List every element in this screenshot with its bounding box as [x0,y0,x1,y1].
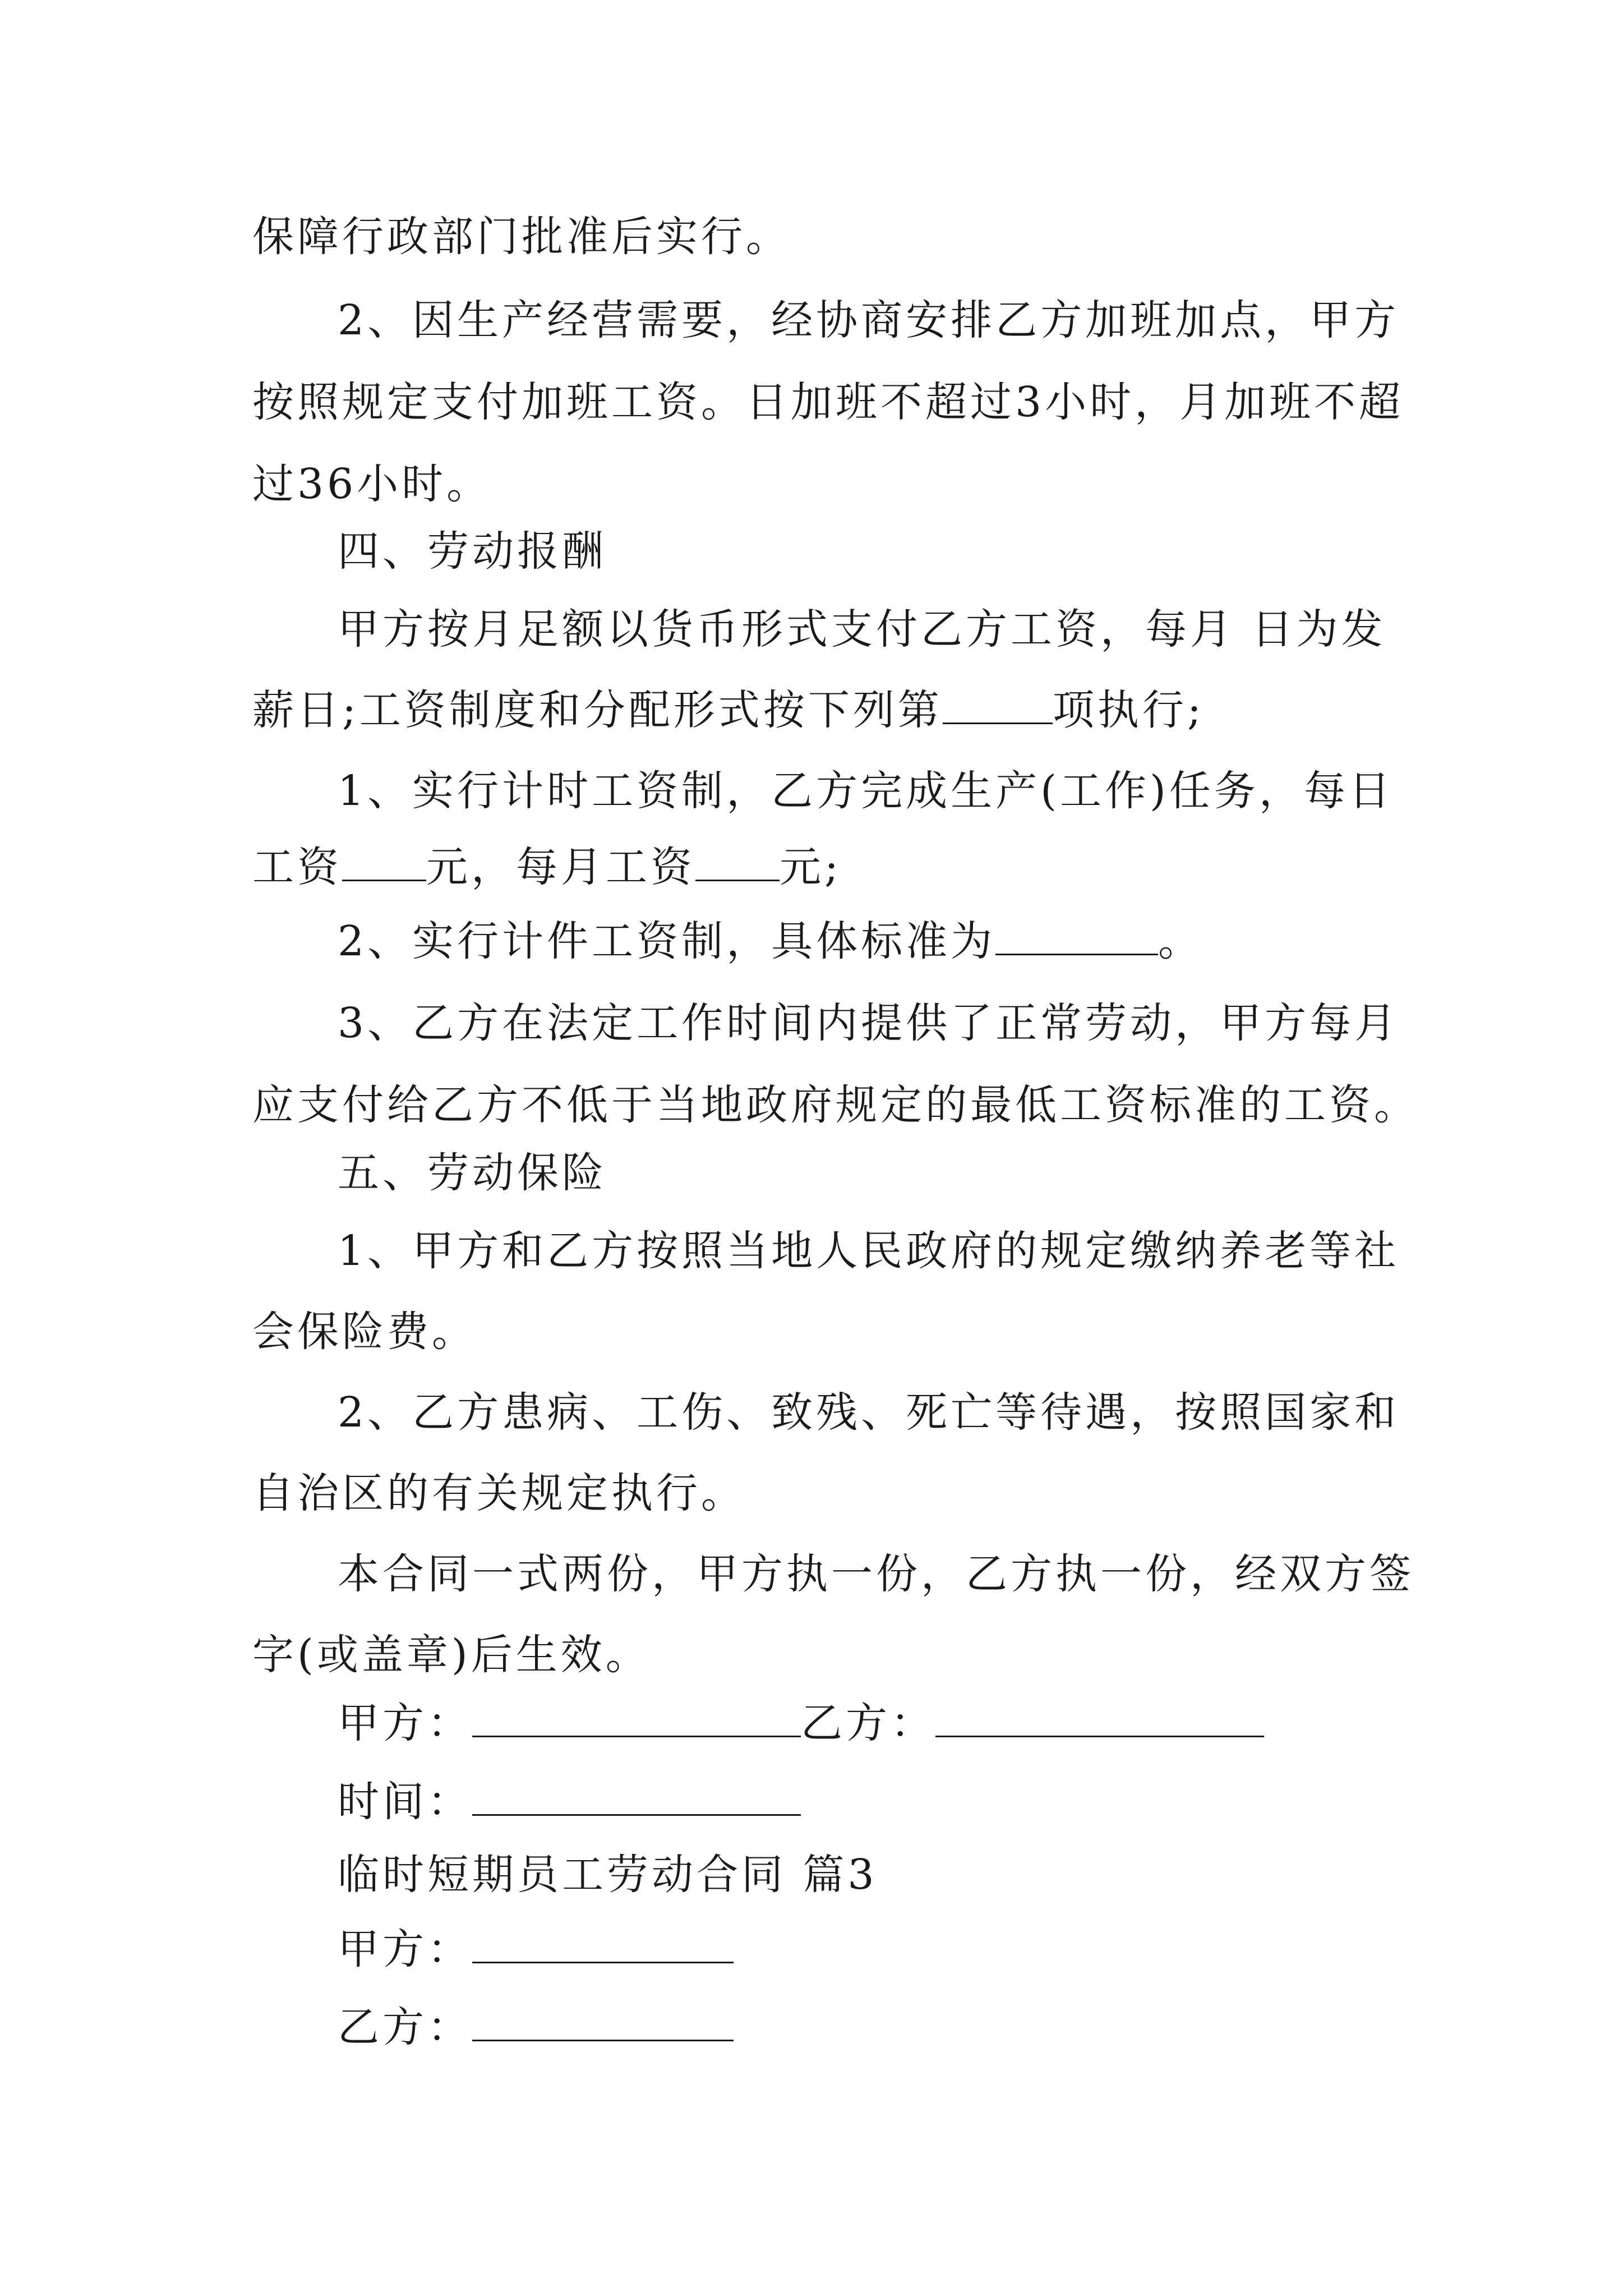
party-a-label: 甲方： [338,1925,472,1973]
party-b-signature-field[interactable] [935,1701,1264,1737]
text-line-with-blank [338,913,1203,969]
text-line: 1、实行计时工资制，乙方完成生产(工作)任务，每日 [338,767,1394,815]
party-a-field[interactable] [472,1927,734,1963]
text-segment: 工资 [252,843,342,891]
text-line: 1、甲方和乙方按照当地人民政府的规定缴纳养老等社 [338,1227,1400,1275]
party-b-field[interactable] [472,2005,734,2041]
text-line-with-blank [252,839,842,895]
date-line [338,1774,801,1830]
text-segment: 薪日;工资制度和分配形式按下列第 [252,686,943,734]
text-segment: 。 [1158,917,1204,965]
text-line-with-blank [252,682,1205,738]
date-label: 时间： [338,1778,472,1826]
text-line: 甲方按月足额以货币形式支付乙方工资，每月 日为发 [338,605,1386,654]
text-segment: 元; [780,843,842,891]
text-line: 保障行政部门批准后实行。 [252,213,791,261]
party-a-line [338,1921,734,1977]
fill-in-blank[interactable] [943,688,1053,724]
party-a-signature-field[interactable] [472,1701,801,1737]
text-line: 2、乙方患病、工伤、致残、死亡等待遇，按照国家和 [338,1388,1400,1437]
text-line: 自治区的有关规定执行。 [252,1469,746,1517]
text-line: 3、乙方在法定工作时间内提供了正常劳动，甲方每月 [338,999,1400,1047]
date-field[interactable] [472,1779,801,1816]
text-line: 字(或盖章)后生效。 [252,1631,651,1679]
party-b-label: 乙方： [338,2003,472,2051]
fill-in-blank[interactable] [995,919,1158,955]
text-line: 会保险费。 [252,1308,477,1356]
text-line: 按照规定支付加班工资。日加班不超过3小时，月加班不超 [252,378,1404,426]
text-segment: 项执行; [1052,686,1205,734]
text-segment: 元，每月工资 [426,843,695,891]
text-line: 2、因生产经营需要，经协商安排乙方加班加点，甲方 [338,296,1400,344]
party-a-label: 甲方： [338,1699,472,1747]
section-heading: 五、劳动保险 [338,1149,607,1197]
party-b-label: 乙方： [801,1699,935,1747]
fill-in-blank[interactable] [695,845,780,881]
text-line: 本合同一式两份，甲方执一份，乙方执一份，经双方签 [338,1550,1414,1598]
party-b-line [338,1999,734,2055]
contract-title: 临时短期员工劳动合同 篇3 [338,1851,878,1899]
section-heading: 四、劳动报酬 [338,527,607,576]
text-line: 过36小时。 [252,460,492,508]
text-segment: 2、实行计件工资制，具体标准为 [338,917,996,965]
text-line: 应支付给乙方不低于当地政府规定的最低工资标准的工资。 [252,1081,1419,1129]
fill-in-blank[interactable] [342,845,426,881]
signature-line [338,1695,1264,1751]
